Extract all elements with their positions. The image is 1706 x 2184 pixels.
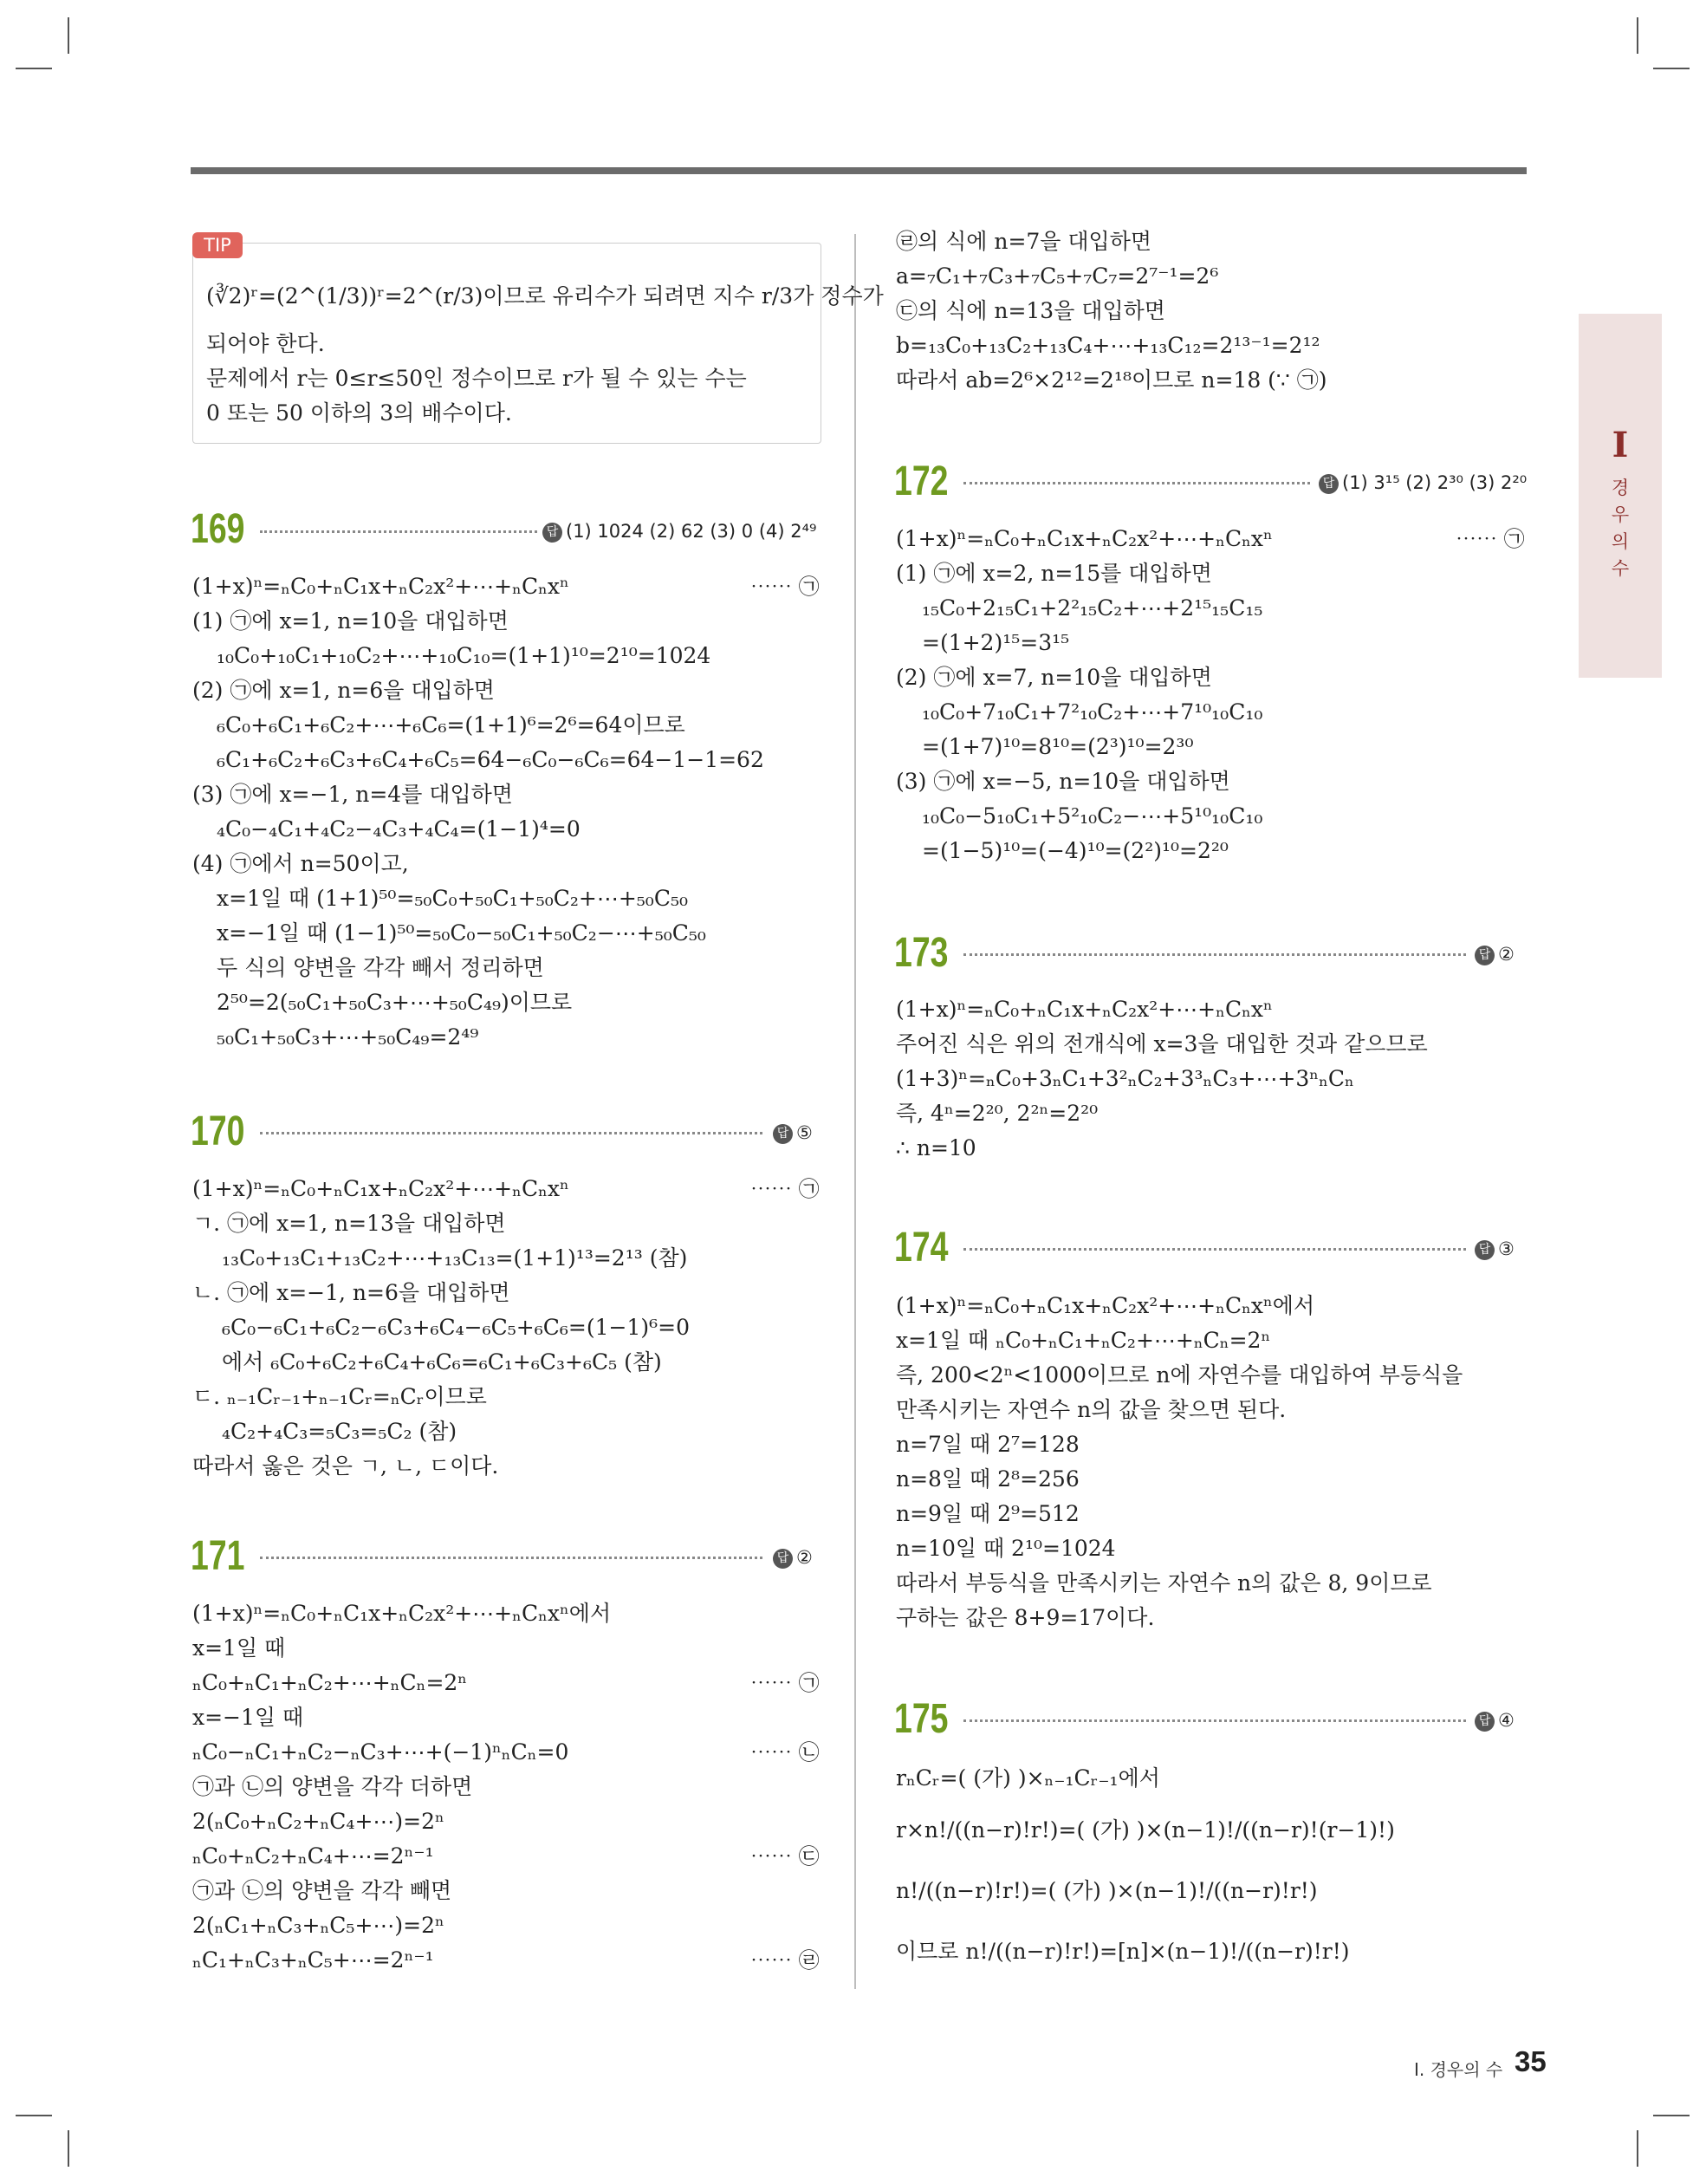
footer-section: I. 경우의 수 [1414, 2059, 1503, 2080]
crop-mark [68, 17, 69, 54]
solution-line: 즉, 200<2ⁿ<1000이므로 n에 자연수를 대입하여 부등식을 [896, 1362, 1463, 1388]
solution-line: n!/((n−r)!r!)=( (가) )×(n−1)!/((n−r)!r!) [896, 1878, 1318, 1903]
equation-mark: ⋯⋯ ㉡ [750, 1740, 820, 1765]
leader-dots [963, 1719, 1466, 1722]
solution-line: =(1+2)¹⁵=3¹⁵ [922, 630, 1070, 655]
solution-line: b=₁₃C₀+₁₃C₂+₁₃C₄+⋯+₁₃C₁₂=2¹³⁻¹=2¹² [896, 333, 1320, 358]
solution-line: r×n!/((n−r)!r!)=( (가) )×(n−1)!/((n−r)!(r−1)!) [896, 1817, 1395, 1843]
solution-line: n=10일 때 2¹⁰=1024 [896, 1536, 1116, 1561]
leader-dots [963, 482, 1310, 484]
solution-line: 2(ₙC₀+ₙC₂+ₙC₄+⋯)=2ⁿ [192, 1809, 444, 1834]
crop-mark [1637, 2130, 1638, 2167]
equation-mark: ⋯⋯ ㉠ [750, 575, 820, 599]
answer-label [773, 1544, 813, 1570]
answer-text: ③ [1498, 1238, 1515, 1259]
solution-line: ㉣의 식에 n=7을 대입하면 [896, 229, 1151, 254]
tip-line: 되어야 한다. [206, 331, 325, 356]
solution-line: 따라서 옳은 것은 ㄱ, ㄴ, ㄷ이다. [192, 1453, 499, 1479]
solution-line: (3) ㉠에 x=−5, n=10을 대입하면 [896, 769, 1230, 794]
leader-dots [963, 953, 1466, 956]
solution-line: 즉, 4ⁿ=2²⁰, 2²ⁿ=2²⁰ [896, 1101, 1099, 1126]
solution-line: (2) ㉠에 x=7, n=10을 대입하면 [896, 665, 1212, 690]
solution-line: ₄C₂+₄C₃=₅C₃=₅C₂ (참) [222, 1419, 457, 1444]
tip-line: 0 또는 50 이하의 3의 배수이다. [206, 400, 512, 426]
chapter-roman: I [1612, 425, 1629, 465]
solution-line: x=1일 때 ₙC₀+ₙC₁+ₙC₂+⋯+ₙCₙ=2ⁿ [896, 1328, 1271, 1353]
solution-line: ㉢의 식에 n=13을 대입하면 [896, 298, 1165, 323]
solution-line: x=1일 때 [192, 1635, 286, 1661]
solution-line: ㄷ. ₙ₋₁Cᵣ₋₁+ₙ₋₁Cᵣ=ₙCᵣ이므로 [192, 1384, 487, 1409]
solution-line: (1+x)ⁿ=ₙC₀+ₙC₁x+ₙC₂x²+⋯+ₙCₙxⁿ [896, 997, 1273, 1022]
solution-line: 에서 ₆C₀+₆C₂+₆C₄+₆C₆=₆C₁+₆C₃+₆C₅ (참) [222, 1349, 662, 1375]
problem-number: 169 [191, 506, 245, 552]
solution-line: 구하는 값은 8+9=17이다. [896, 1605, 1155, 1630]
problem-number: 171 [191, 1533, 245, 1579]
solution-line: x=1일 때 (1+1)⁵⁰=₅₀C₀+₅₀C₁+₅₀C₂+⋯+₅₀C₅₀ [217, 886, 688, 911]
solution-line: ₙC₁+ₙC₃+ₙC₅+⋯=2ⁿ⁻¹ [192, 1947, 434, 1973]
problem-number: 172 [894, 458, 949, 504]
answer-badge-icon: 답 [1319, 474, 1339, 494]
solution-line: (1+x)ⁿ=ₙC₀+ₙC₁x+ₙC₂x²+⋯+ₙCₙxⁿ [192, 1176, 569, 1201]
answer-label [542, 518, 816, 544]
solution-line: ㄱ. ㉠에 x=1, n=13을 대입하면 [192, 1211, 506, 1236]
solution-line: (1+x)ⁿ=ₙC₀+ₙC₁x+ₙC₂x²+⋯+ₙCₙxⁿ [192, 574, 569, 599]
tip-label: TIP [192, 232, 243, 258]
solution-line: ₁₅C₀+2₁₅C₁+2²₁₅C₂+⋯+2¹⁵₁₅C₁₅ [922, 595, 1263, 621]
header-rule [191, 167, 1527, 174]
solution-line: rₙCᵣ=( (가) )×ₙ₋₁Cᵣ₋₁에서 [896, 1765, 1160, 1791]
solution-line: (4) ㉠에서 n=50이고, [192, 851, 409, 876]
solution-line: ₁₀C₀+₁₀C₁+₁₀C₂+⋯+₁₀C₁₀=(1+1)¹⁰=2¹⁰=1024 [217, 643, 711, 668]
answer-text: ② [796, 1547, 813, 1568]
solution-line: x=−1일 때 (1−1)⁵⁰=₅₀C₀−₅₀C₁+₅₀C₂−⋯+₅₀C₅₀ [217, 920, 706, 946]
solution-line: n=8일 때 2⁸=256 [896, 1466, 1080, 1492]
crop-mark [16, 68, 52, 69]
solution-line: a=₇C₁+₇C₃+₇C₅+₇C₇=2⁷⁻¹=2⁶ [896, 263, 1219, 289]
equation-mark: ⋯⋯ ㉠ [1456, 527, 1525, 551]
leader-dots [260, 530, 537, 533]
solution-line: 2(ₙC₁+ₙC₃+ₙC₅+⋯)=2ⁿ [192, 1913, 444, 1938]
crop-mark [1653, 2115, 1690, 2116]
solution-line: 두 식의 양변을 각각 빼서 정리하면 [217, 955, 544, 980]
answer-label [1475, 1707, 1515, 1733]
solution-line: (1) ㉠에 x=1, n=10을 대입하면 [192, 608, 509, 634]
solution-line: ㉠과 ㉡의 양변을 각각 빼면 [192, 1878, 452, 1903]
answer-label [1475, 1236, 1515, 1262]
answer-text: (1) 1024 (2) 62 (3) 0 (4) 2⁴⁹ [566, 521, 817, 542]
answer-text: ② [1498, 944, 1515, 965]
problem-number: 175 [894, 1696, 949, 1742]
column-divider [854, 234, 856, 1989]
solution-line: 주어진 식은 위의 전개식에 x=3을 대입한 것과 같으므로 [896, 1031, 1428, 1056]
crop-mark [1653, 68, 1690, 69]
solution-line: ₆C₀−₆C₁+₆C₂−₆C₃+₆C₄−₆C₅+₆C₆=(1−1)⁶=0 [222, 1315, 690, 1340]
page-number: 35 [1515, 2045, 1547, 2077]
solution-line: ₆C₁+₆C₂+₆C₃+₆C₄+₆C₅=64−₆C₀−₆C₆=64−1−1=62 [217, 747, 764, 772]
answer-badge-icon: 답 [773, 1124, 793, 1144]
problem-number: 173 [894, 930, 949, 976]
solution-line: 따라서 ab=2⁶×2¹²=2¹⁸이므로 n=18 (∵ ㉠) [896, 367, 1327, 393]
solution-line: 2⁵⁰=2(₅₀C₁+₅₀C₃+⋯+₅₀C₄₉)이므로 [217, 990, 573, 1015]
chapter-tab [1579, 314, 1662, 678]
crop-mark [68, 2130, 69, 2167]
solution-line: ₅₀C₁+₅₀C₃+⋯+₅₀C₄₉=2⁴⁹ [217, 1024, 479, 1050]
equation-mark: ⋯⋯ ㉠ [750, 1177, 820, 1201]
solution-line: 만족시키는 자연수 n의 값을 찾으면 된다. [896, 1397, 1287, 1422]
answer-badge-icon: 답 [542, 523, 562, 543]
solution-line: x=−1일 때 [192, 1705, 304, 1730]
tip-line: 문제에서 r는 0≤r≤50인 정수이므로 r가 될 수 있는 수는 [206, 366, 747, 391]
solution-line: n=7일 때 2⁷=128 [896, 1432, 1080, 1457]
solution-line: ㄴ. ㉠에 x=−1, n=6을 대입하면 [192, 1280, 510, 1305]
crop-mark [16, 2115, 52, 2116]
solution-line: (2) ㉠에 x=1, n=6을 대입하면 [192, 678, 495, 703]
leader-dots [963, 1248, 1466, 1251]
solution-line: =(1+7)¹⁰=8¹⁰=(2³)¹⁰=2³⁰ [922, 734, 1194, 759]
answer-label [1475, 941, 1515, 967]
problem-number: 174 [894, 1225, 949, 1271]
solution-line: =(1−5)¹⁰=(−4)¹⁰=(2²)¹⁰=2²⁰ [922, 838, 1229, 863]
solution-line: ₙC₀−ₙC₁+ₙC₂−ₙC₃+⋯+(−1)ⁿₙCₙ=0 [192, 1739, 569, 1765]
solution-line: (1+x)ⁿ=ₙC₀+ₙC₁x+ₙC₂x²+⋯+ₙCₙxⁿ [896, 526, 1273, 551]
tip-line: (∛2)ʳ=(2^(1/3))ʳ=2^(r/3)이므로 유리수가 되려면 지수 r/3가 정수가 [206, 283, 884, 309]
solution-line: (1+x)ⁿ=ₙC₀+ₙC₁x+ₙC₂x²+⋯+ₙCₙxⁿ에서 [896, 1293, 1315, 1318]
answer-text: ④ [1498, 1710, 1515, 1731]
solution-line: 이므로 n!/((n−r)!r!)=[n]×(n−1)!/((n−r)!r!) [896, 1939, 1350, 1964]
leader-dots [260, 1557, 762, 1559]
solution-line: ₙC₀+ₙC₁+ₙC₂+⋯+ₙCₙ=2ⁿ [192, 1670, 468, 1695]
solution-line: ₆C₀+₆C₁+₆C₂+⋯+₆C₆=(1+1)⁶=2⁶=64이므로 [217, 712, 685, 738]
solution-line: 따라서 부등식을 만족시키는 자연수 n의 값은 8, 9이므로 [896, 1570, 1432, 1596]
equation-mark: ⋯⋯ ㉠ [750, 1671, 820, 1695]
answer-text: (1) 3¹⁵ (2) 2³⁰ (3) 2²⁰ [1342, 472, 1528, 493]
answer-badge-icon: 답 [1475, 1712, 1495, 1732]
crop-mark [1637, 17, 1638, 54]
answer-text: ⑤ [796, 1122, 813, 1143]
answer-badge-icon: 답 [773, 1549, 793, 1569]
equation-mark: ⋯⋯ ㉢ [750, 1844, 820, 1869]
leader-dots [260, 1132, 762, 1134]
answer-badge-icon: 답 [1475, 946, 1495, 965]
solution-line: (1) ㉠에 x=2, n=15를 대입하면 [896, 561, 1212, 586]
solution-line: ₁₃C₀+₁₃C₁+₁₃C₂+⋯+₁₃C₁₃=(1+1)¹³=2¹³ (참) [222, 1245, 688, 1271]
chapter-label: 경 우 의 수 [1611, 478, 1630, 579]
solution-line: ㉠과 ㉡의 양변을 각각 더하면 [192, 1774, 473, 1799]
answer-label [1319, 470, 1527, 496]
solution-line: n=9일 때 2⁹=512 [896, 1501, 1080, 1526]
solution-line: (1+3)ⁿ=ₙC₀+3ₙC₁+3²ₙC₂+3³ₙC₃+⋯+3ⁿₙCₙ [896, 1066, 1354, 1091]
solution-line: (1+x)ⁿ=ₙC₀+ₙC₁x+ₙC₂x²+⋯+ₙCₙxⁿ에서 [192, 1601, 612, 1626]
solution-line: ₄C₀−₄C₁+₄C₂−₄C₃+₄C₄=(1−1)⁴=0 [217, 816, 581, 842]
solution-line: ∴ n=10 [896, 1135, 976, 1160]
solution-line: ₙC₀+ₙC₂+ₙC₄+⋯=2ⁿ⁻¹ [192, 1843, 434, 1869]
problem-number: 170 [191, 1108, 245, 1154]
solution-line: ₁₀C₀−5₁₀C₁+5²₁₀C₂−⋯+5¹⁰₁₀C₁₀ [922, 803, 1263, 829]
answer-label [773, 1120, 813, 1146]
solution-line: (3) ㉠에 x=−1, n=4를 대입하면 [192, 782, 513, 807]
solution-line: ₁₀C₀+7₁₀C₁+7²₁₀C₂+⋯+7¹⁰₁₀C₁₀ [922, 699, 1263, 725]
answer-badge-icon: 답 [1475, 1240, 1495, 1260]
equation-mark: ⋯⋯ ㉣ [750, 1948, 820, 1973]
